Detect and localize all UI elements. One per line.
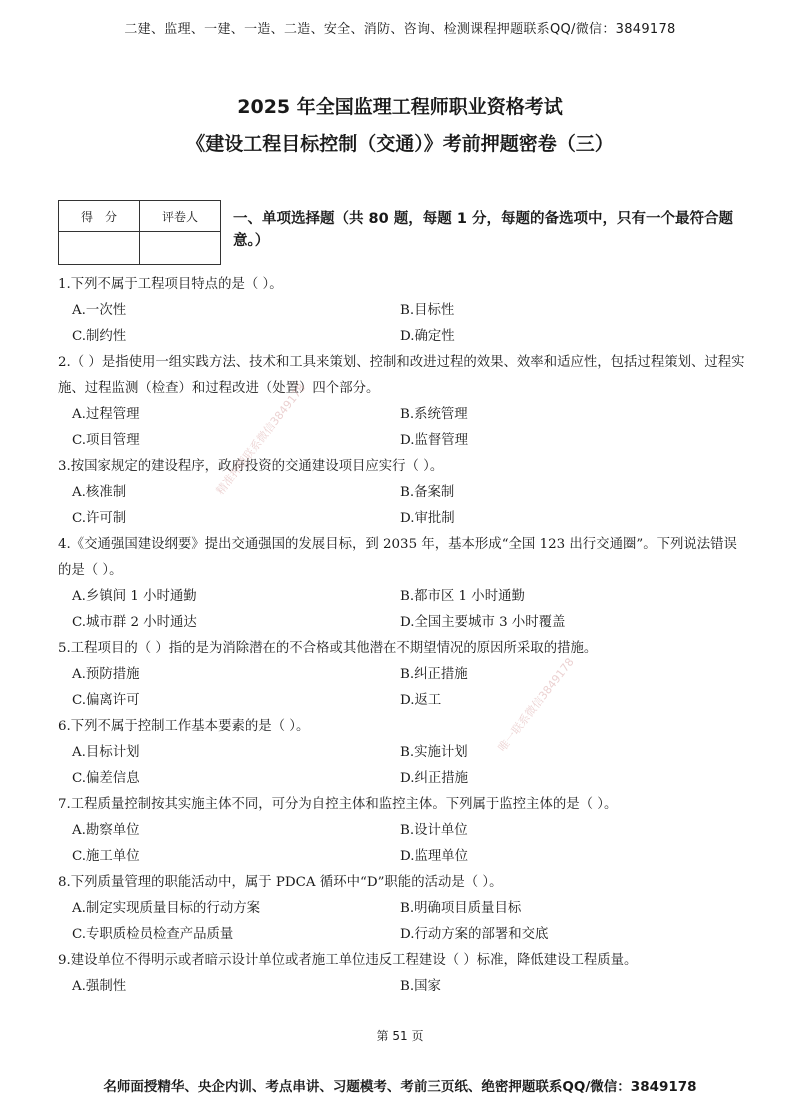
question-stem: 6.下列不属于控制工作基本要素的是（ ）。 <box>58 719 310 734</box>
option-list <box>58 974 748 1000</box>
option-list <box>58 402 748 454</box>
answer-option: A.一次性 <box>72 303 127 318</box>
top-contact-banner: 二建、监理、一建、一造、二造、安全、消防、咨询、检测课程押题联系QQ/微信：3849178 <box>124 22 676 37</box>
answer-option: D.返工 <box>400 693 442 708</box>
option-list <box>58 298 748 350</box>
answer-option: D.纠正措施 <box>400 771 469 786</box>
answer-option: B.国家 <box>400 979 441 994</box>
exam-subtitle: 《建设工程目标控制（交通）》考前押题密卷（三） <box>186 133 614 155</box>
answer-option: A.目标计划 <box>72 745 140 760</box>
answer-option: A.过程管理 <box>72 407 140 422</box>
answer-option: A.乡镇间 1 小时通勤 <box>72 589 197 604</box>
answer-option: A.预防措施 <box>72 667 140 682</box>
grader-header: 评卷人 <box>140 201 221 232</box>
question-stem: 5.工程项目的（ ）指的是为消除潜在的不合格或其他潜在不期望情况的原因所采取的措施。 <box>58 641 598 656</box>
answer-option: C.偏差信息 <box>72 771 140 786</box>
question-item <box>58 532 748 636</box>
answer-option: B.明确项目质量目标 <box>400 901 522 916</box>
answer-option: C.制约性 <box>72 329 127 344</box>
bottom-contact-banner: 名师面授精华、央企内训、考点串讲、习题模考、考前三页纸、绝密押题联系QQ/微信：3849178 <box>103 1079 697 1095</box>
question-item <box>58 792 748 870</box>
watermark-text: 精准押题联系微信3849178 <box>213 381 309 498</box>
answer-option: C.施工单位 <box>72 849 140 864</box>
question-item <box>58 870 748 948</box>
grader-cell <box>140 232 221 265</box>
question-item <box>58 636 748 714</box>
option-list <box>58 584 748 636</box>
answer-option: B.实施计划 <box>400 745 468 760</box>
answer-option: B.目标性 <box>400 303 455 318</box>
question-stem: 1.下列不属于工程项目特点的是（ ）。 <box>58 277 283 292</box>
option-list <box>58 480 748 532</box>
score-cell <box>59 232 140 265</box>
answer-option: C.许可制 <box>72 511 127 526</box>
answer-option: B.备案制 <box>400 485 455 500</box>
option-list <box>58 662 748 714</box>
question-list <box>58 272 748 1000</box>
question-stem: 8.下列质量管理的职能活动中，属于 PDCA 循环中“D”职能的活动是（ ）。 <box>58 875 503 890</box>
page-number: 第 51 页 <box>376 1029 424 1043</box>
answer-option: A.强制性 <box>72 979 127 994</box>
question-stem: 4.《交通强国建设纲要》提出交通强国的发展目标，到 2035 年，基本形成“全国 123 出行交通圈”。下列说法错误的是（ ）。 <box>58 537 737 578</box>
exam-title: 2025 年全国监理工程师职业资格考试 <box>237 96 563 118</box>
option-list <box>58 896 748 948</box>
answer-option: C.专职质检员检查产品质量 <box>72 927 234 942</box>
answer-option: D.行动方案的部署和交底 <box>400 927 549 942</box>
answer-option: B.都市区 1 小时通勤 <box>400 589 525 604</box>
answer-option: D.监理单位 <box>400 849 469 864</box>
answer-option: A.制定实现质量目标的行动方案 <box>72 901 261 916</box>
answer-option: B.设计单位 <box>400 823 468 838</box>
answer-option: D.确定性 <box>400 329 455 344</box>
question-item <box>58 350 748 454</box>
score-table <box>58 200 221 265</box>
answer-option: B.系统管理 <box>400 407 468 422</box>
option-list <box>58 818 748 870</box>
watermark-text: 唯一联系微信3849178 <box>495 655 577 755</box>
question-stem: 3.按国家规定的建设程序，政府投资的交通建设项目应实行（ ）。 <box>58 459 444 474</box>
score-header: 得 分 <box>59 201 140 232</box>
answer-option: D.监督管理 <box>400 433 469 448</box>
question-stem: 7.工程质量控制按其实施主体不同，可分为自控主体和监控主体。下列属于监控主体的是（ ）。 <box>58 797 618 812</box>
answer-option: C.项目管理 <box>72 433 140 448</box>
answer-option: A.核准制 <box>72 485 127 500</box>
answer-option: A.勘察单位 <box>72 823 140 838</box>
answer-option: D.审批制 <box>400 511 455 526</box>
answer-option: C.城市群 2 小时通达 <box>72 615 197 630</box>
question-stem: 2.（ ）是指使用一组实践方法、技术和工具来策划、控制和改进过程的效果、效率和适应性，包括过程策划、过程实施、过程监测（检查）和过程改进（处置）四个部分。 <box>58 355 745 396</box>
answer-option: B.纠正措施 <box>400 667 468 682</box>
question-stem: 9.建设单位不得明示或者暗示设计单位或者施工单位违反工程建设（ ）标准，降低建设工程质量。 <box>58 953 638 968</box>
question-item <box>58 272 748 350</box>
answer-option: C.偏离许可 <box>72 693 140 708</box>
question-item <box>58 454 748 532</box>
answer-option: D.全国主要城市 3 小时覆盖 <box>400 615 566 630</box>
question-item <box>58 714 748 792</box>
question-item <box>58 948 748 1000</box>
section-title: 一、单项选择题（共 80 题，每题 1 分，每题的备选项中，只有一个最符合题意。） <box>233 211 733 249</box>
option-list <box>58 740 748 792</box>
